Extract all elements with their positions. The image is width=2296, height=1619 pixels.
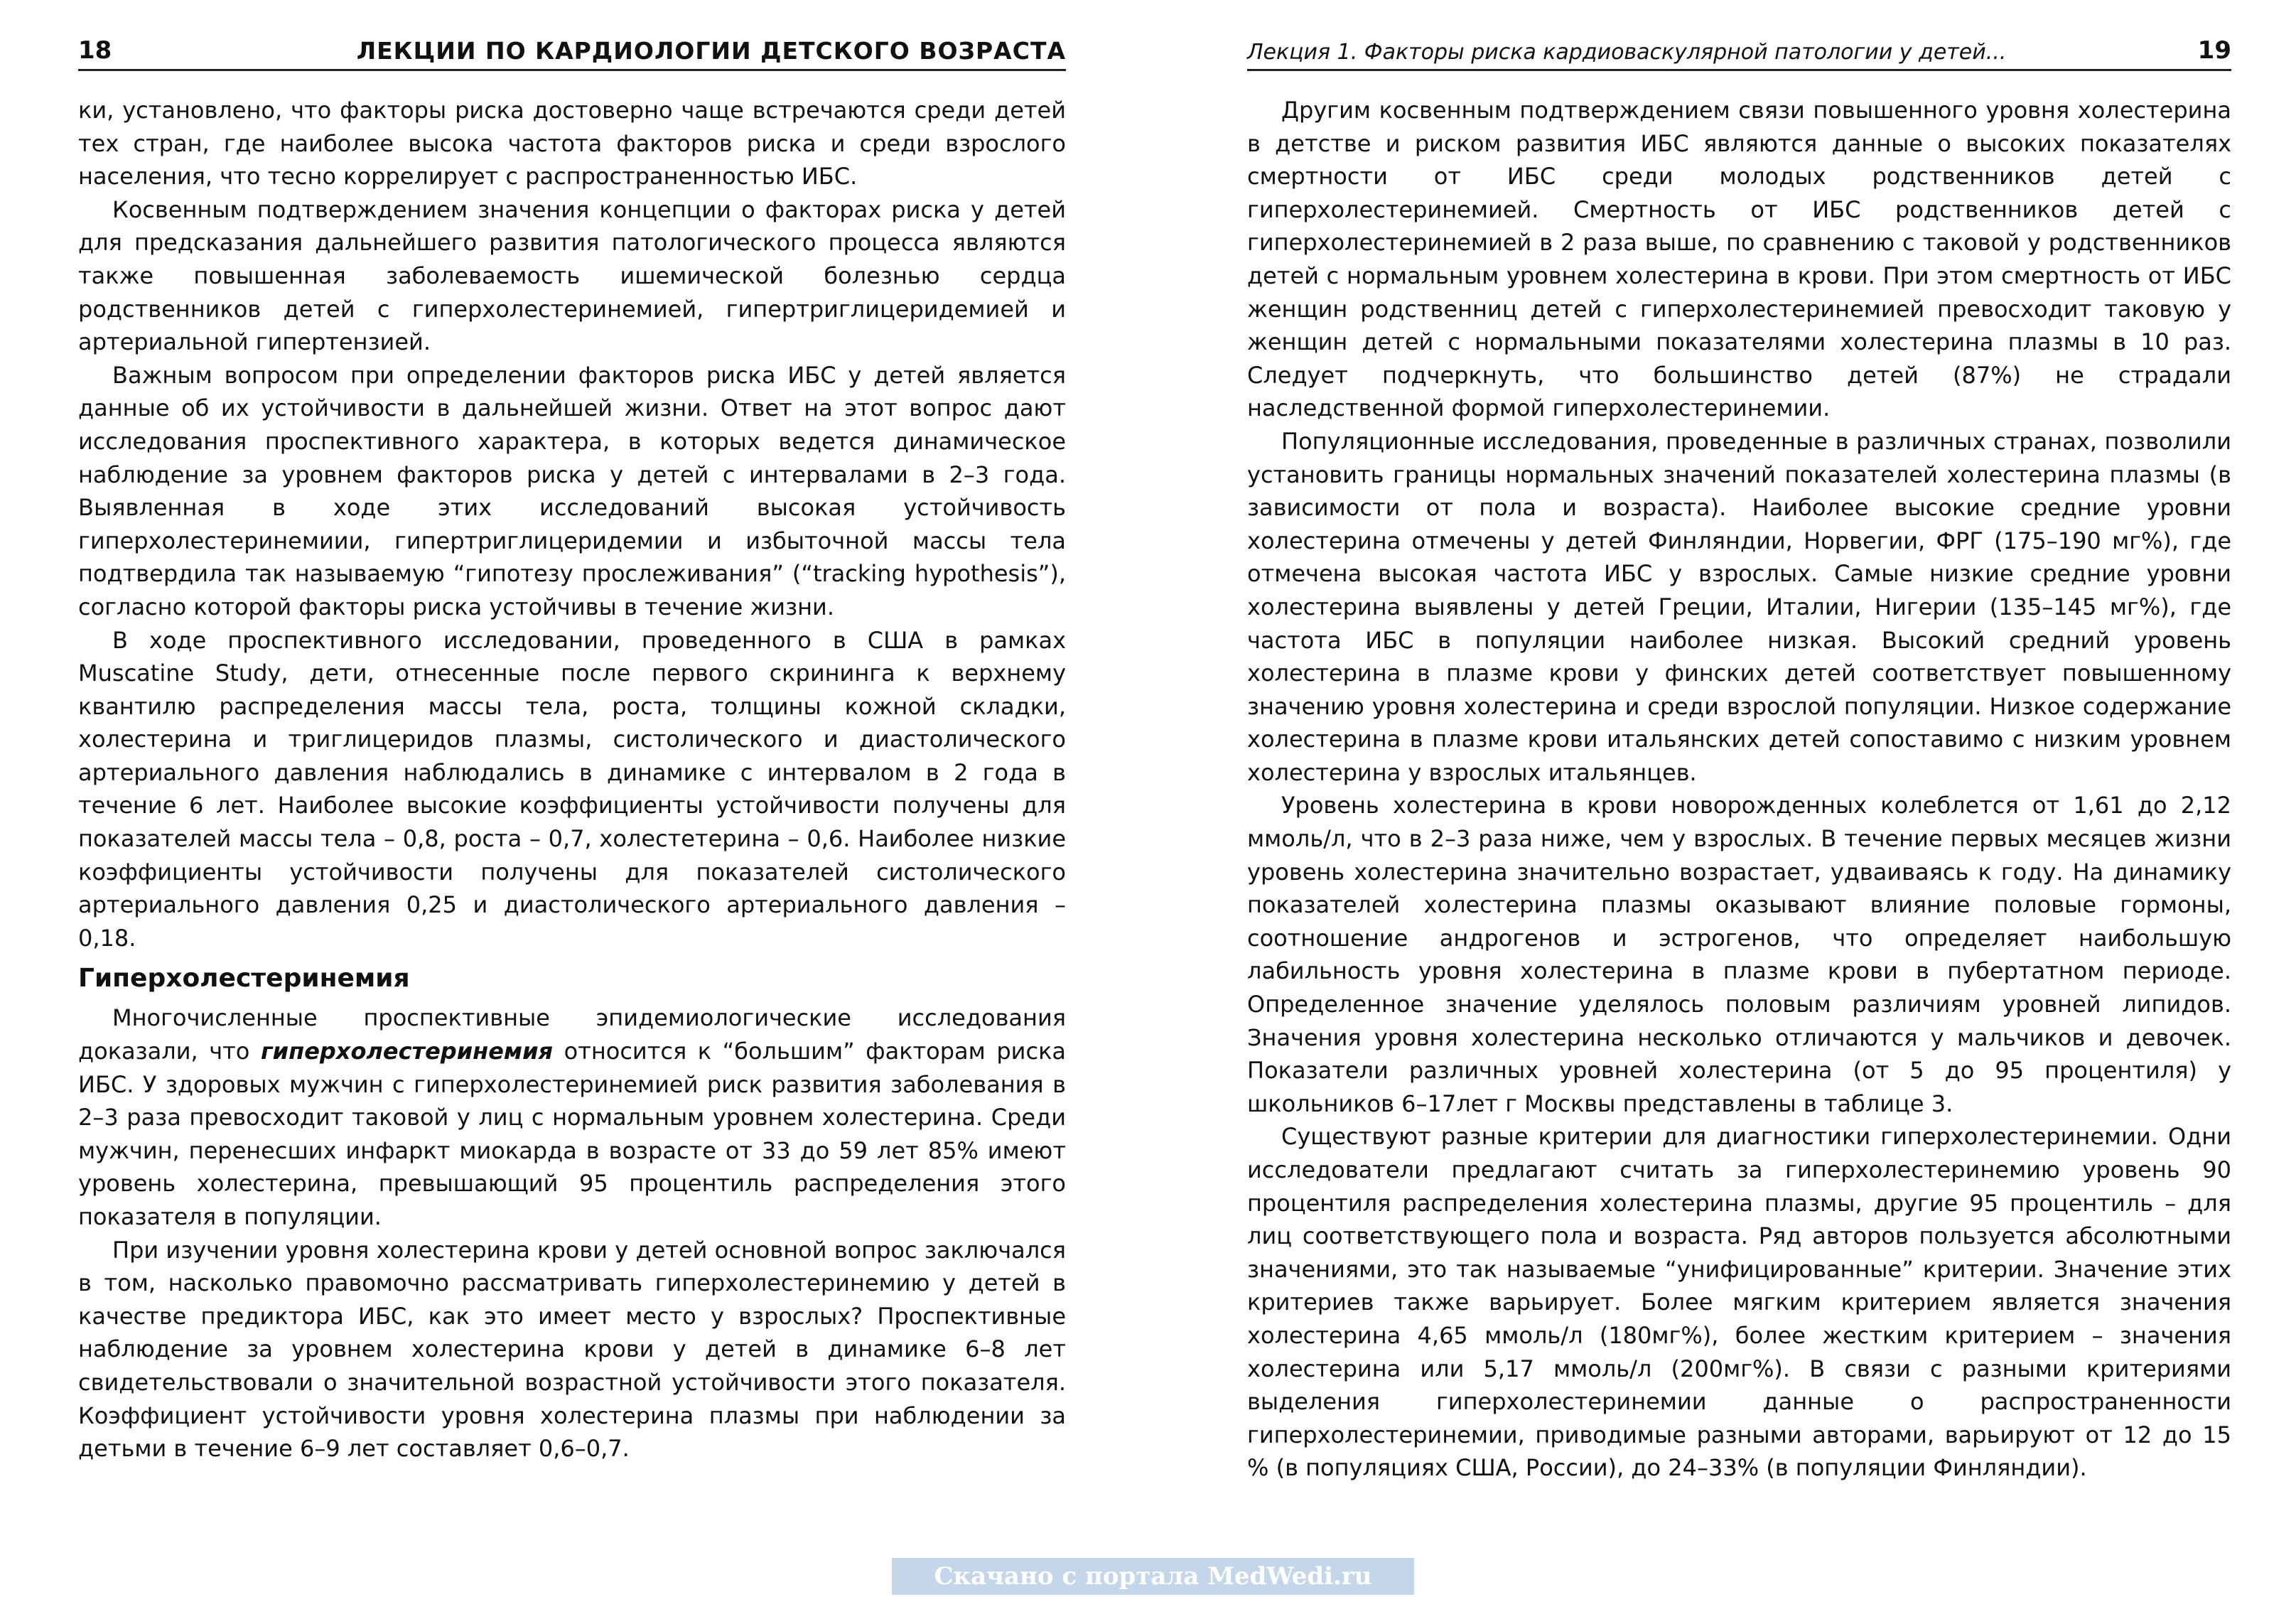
paragraph: В ходе проспективного исследовании, проведенного в США в рамках Muscatine Study, дети, отнесенные после первого скрининга к верхнему квантилю распределения массы тела, роста, толщины кожной складки, холестерина и триглицеридов плазмы, систолического и диастолического артериального давления наблюдались в динамике с интервалом в 2 года в течение 6 лет. Наиболее высокие коэффициенты устойчивости получены для показателей массы тела – 0,8, роста – 0,7, холестетерина – 0,6. Наиболее низкие коэффициенты устойчивости получены для показателей систолического артериального давления 0,25 и диастолического артериального давления – 0,18. <box>78 626 1066 952</box>
left-running-title: ЛЕКЦИИ ПО КАРДИОЛОГИИ ДЕТСКОГО ВОЗРАСТА <box>356 37 1066 65</box>
paragraph: ки, установлено, что факторы риска достоверно чаще встречаются среди детей тех стран, где наиболее высока частота факторов риска и среди взрослого населения, что тесно коррелирует с распространенностью ИБС. <box>78 97 1066 190</box>
paragraph: Важным вопросом при определении факторов риска ИБС у детей является данные об их устойчивости в дальнейшей жизни. Ответ на этот вопрос дают исследования проспективного характера, в которых ведется динамическое наблюдение за уровнем факторов риска у детей с интервалами в 2–3 года. Выявленная в ходе этих исследований высокая устойчивость гиперхолестеринемиии, гипертриглицеридемии и избыточной массы тела подтвердила так называемую “гипотезу прослеживания” (“tracking hypothesis”), согласно которой факторы риска устойчивы в течение жизни. <box>78 361 1066 620</box>
paragraph: Уровень холестерина в крови новорожденных колеблется от 1,61 до 2,12 ммоль/л, что в 2–3 раза ниже, чем у взрослых. В течение первых месяцев жизни уровень холестерина значительно возрастает, удваиваясь к году. На динамику показателей холестерина плазмы оказывают влияние половые гормоны, соотношение андрогенов и эстрогенов, что определяет наибольшую лабильность уровня холестерина в плазме крови в пубертатном периоде. Определенное значение уделялось половым различиям уровней липидов. Значения уровня холестерина несколько отличаются у мальчиков и девочек. Показатели различных уровней холестерина (от 5 до 95 процентиля) у школьников 6–17лет г Москвы представлены в таблице 3. <box>1247 792 2231 1117</box>
left-body-text <box>78 94 1066 1465</box>
paragraph-text: относится к “большим” факторам риска ИБС. У здоровых мужчин с гиперхолестеринемией риск развития заболевания в 2–3 раза превосходит таковой у лиц с нормальным уровнем холестерина. Среди мужчин, перенесших инфаркт миокарда в возрасте от 33 до 59 лет 85% имеют уровень холестерина, превышающий 95 процентиль распределения этого показателя в популяции. <box>78 1038 1066 1230</box>
left-page-number: 18 <box>78 36 112 65</box>
paragraph: Другим косвенным подтверждением связи повышенного уровня холестерина в детстве и риском развития ИБС являются данные о высоких показателях смертности от ИБС среди молодых родственников детей с гиперхолестеринемией. Смертность от ИБС родственников детей с гиперхолестеринемией в 2 раза выше, по сравнению с таковой у родственников детей с нормальным уровнем холестерина в крови. При этом смертность от ИБС женщин родственниц детей с гиперхолестеринемией превосходит таковую у женщин детей с нормальными показателями холестерина плазмы в 10 раз. Следует подчеркнуть, что большинство детей (87%) не страдали наследственной формой гиперхолестеринемии. <box>1247 97 2231 422</box>
emphasized-term: гиперхолестеринемия <box>260 1038 554 1065</box>
section-heading: Гиперхолестеринемия <box>78 964 410 994</box>
left-running-header <box>78 34 1066 71</box>
right-running-header <box>1247 34 2231 71</box>
paragraph: При изучении уровня холестерина крови у детей основной вопрос заключался в том, насколько правомочно рассматривать гиперхолестеринемию у детей в качестве предиктора ИБС, как это имеет место у взрослых? Проспективные наблюдение за уровнем холестерина крови у детей в динамике 6–8 лет свидетельствовали о значительной возрастной устойчивости этого показателя. Коэффициент устойчивости уровня холестерина плазмы при наблюдении за детьми в течение 6–9 лет составляет 0,6–0,7. <box>78 1236 1066 1463</box>
paragraph: Существуют разные критерии для диагностики гиперхолестеринемии. Одни исследователи предлагают считать за гиперхолестеринемию уровень 90 процентиля распределения холестерина плазмы, другие 95 процентиль – для лиц соответствующего пола и возраста. Ряд авторов пользуется абсолютными значениями, это так называемые “унифицированные” критерии. Значение этих критериев также варьирует. Более мягким критерием является значения холестерина 4,65 ммоль/л (180мг%), более жестким критерием – значения холестерина или 5,17 ммоль/л (200мг%). В связи с разными критериями выделения гиперхолестеринемии данные о распространенности гиперхолестеринемии, приводимые разными авторами, варьируют от 12 до 15 % (в популяциях США, России), до 24–33% (в популяции Финляндии). <box>1247 1123 2231 1482</box>
right-running-title: Лекция 1. Факторы риска кардиоваскулярной патологии у детей... <box>1247 40 2007 65</box>
left-page <box>78 0 1066 1619</box>
paragraph-text: Многочисленные проспективные эпидемиологические исследования доказали, что <box>78 1004 1066 1065</box>
paragraph-hypercholesterolemia <box>78 1001 1066 1233</box>
watermark-banner: Скачано с портала MedWedi.ru <box>892 1558 1414 1595</box>
right-page <box>1247 0 2231 1619</box>
right-page-number: 19 <box>2197 36 2231 65</box>
right-body-text <box>1247 94 2231 1485</box>
paragraph: Косвенным подтверждением значения концепции о факторах риска у детей для предсказания дальнейшего развития патологического процесса являются также повышенная заболеваемость ишемической болезнью сердца родственников детей с гиперхолестеринемией, гипертриглицеридемией и артериальной гипертензией. <box>78 195 1066 356</box>
paragraph: Популяционные исследования, проведенные в различных странах, позволили установить границы нормальных значений показателей холестерина плазмы (в зависимости от пола и возраста). Наиболее высокие средние уровни холестерина отмечены у детей Финляндии, Норвегии, ФРГ (175–190 мг%), где отмечена высокая частота ИБС у взрослых. Самые низкие средние уровни холестерина выявлены у детей Греции, Италии, Нигерии (135–145 мг%), где частота ИБС в популяции наиболее низкая. Высокий средний уровень холестерина в плазме крови у финских детей соответствует повышенному значению уровня холестерина и среди взрослой популяции. Низкое содержание холестерина в плазме крови итальянских детей сопоставимо с низким уровнем холестерина у взрослых итальянцев. <box>1247 427 2231 786</box>
